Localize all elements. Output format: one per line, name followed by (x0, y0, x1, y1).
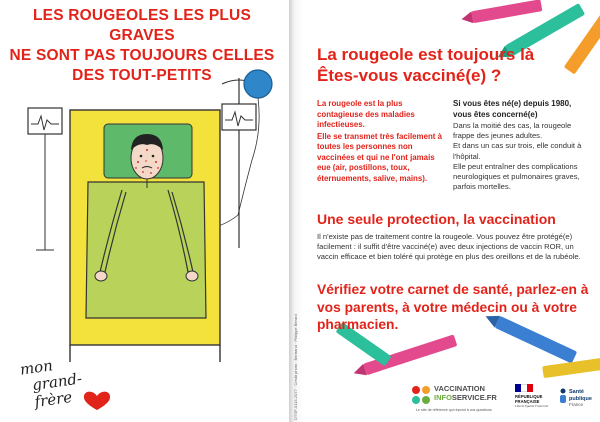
call-to-action: Vérifiez votre carnet de santé, parlez-en à vos parents, à votre médecin ou à votre pharmacien. (317, 282, 589, 332)
sante-publique-text (569, 389, 592, 409)
sante-publique-line-3: France (569, 402, 584, 407)
french-flag-icon (515, 384, 533, 392)
drawing-panel (0, 0, 289, 422)
headline-line-1: LES ROUGEOLES LES PLUS GRAVES (33, 7, 251, 44)
vaccination-logo-info: INFO (434, 392, 452, 402)
concerned-paragraph-2: Et dans un cas sur trois, elle conduit à l'hôpital. (453, 141, 582, 161)
republique-line-1: RÉPUBLIQUE (515, 394, 543, 399)
info-panel (303, 0, 600, 422)
drawing-headline (8, 6, 276, 86)
print-credits: DTSP-0115-2077 · Crédit photo : Bertrand · Philippe Bérard (293, 314, 298, 420)
vaccination-dots-icon (410, 384, 432, 406)
sante-publique-france-logo (556, 382, 598, 416)
vaccination-logo-text (434, 385, 497, 402)
main-title (317, 44, 537, 86)
republique-text (515, 394, 542, 404)
concerned-paragraph-1: Dans la moitié des cas, la rougeole frappe des jeunes adultes. (453, 121, 572, 141)
republique-line-2: FRANÇAISE (515, 399, 540, 404)
concerned-lead: Si vous êtes né(e) depuis 1980, vous êtes concerné(e) (453, 99, 572, 119)
title-line-1: La rougeole est toujours là (317, 45, 535, 64)
concerned-paragraph-3: Elle peut entraîner des complications neurologiques et pulmonaires graves, parfois mortelles. (453, 161, 580, 192)
vaccination-logo-service: SERVICE.FR (451, 392, 497, 402)
vaccination-subtitle: Une seule protection, la vaccination (317, 211, 556, 227)
vaccination-body: Il n'existe pas de traitement contre la rougeole. Vous pouvez être protégé(e) facilement : il suffit d'être vacciné(e) avec deux injections de vaccin ROR, un vaccin efficace et bien toléré qui protège en plus des oreillons et de la rubéole. (317, 232, 581, 262)
republique-francaise-logo (513, 384, 551, 416)
vaccination-logo-line-1: VACCINATION (434, 384, 485, 393)
contagion-paragraph-2: Elle se transmet très facilement à toutes les personnes non vaccinées et qui ne l'ont jamais eue (air, postillons, toux, éternuements, salive, mains). (317, 131, 442, 183)
headline-line-2: NE SONT PAS TOUJOURS CELLES (9, 47, 275, 64)
signature-line-2: grand-frère (31, 369, 84, 411)
vaccination-tagline: Le site de référence qui répond à vos questions (416, 408, 492, 412)
sante-publique-mark-icon (558, 388, 568, 404)
contagion-column (317, 99, 447, 185)
vaccination-info-service-logo (408, 380, 508, 416)
contagion-paragraph-1: La rougeole est la plus contagieuse des maladies infectieuses. (317, 99, 415, 129)
republique-motto: Liberté Égalité Fraternité (515, 404, 549, 408)
title-line-2: Êtes-vous vacciné(e) ? (317, 66, 502, 85)
sante-publique-line-1: Santé (569, 389, 584, 395)
signature-line-1: mon (18, 356, 54, 379)
sante-publique-line-2: publique (569, 395, 592, 402)
concerned-column (453, 99, 588, 192)
headline-line-3: DES TOUT-PETITS (72, 67, 212, 84)
